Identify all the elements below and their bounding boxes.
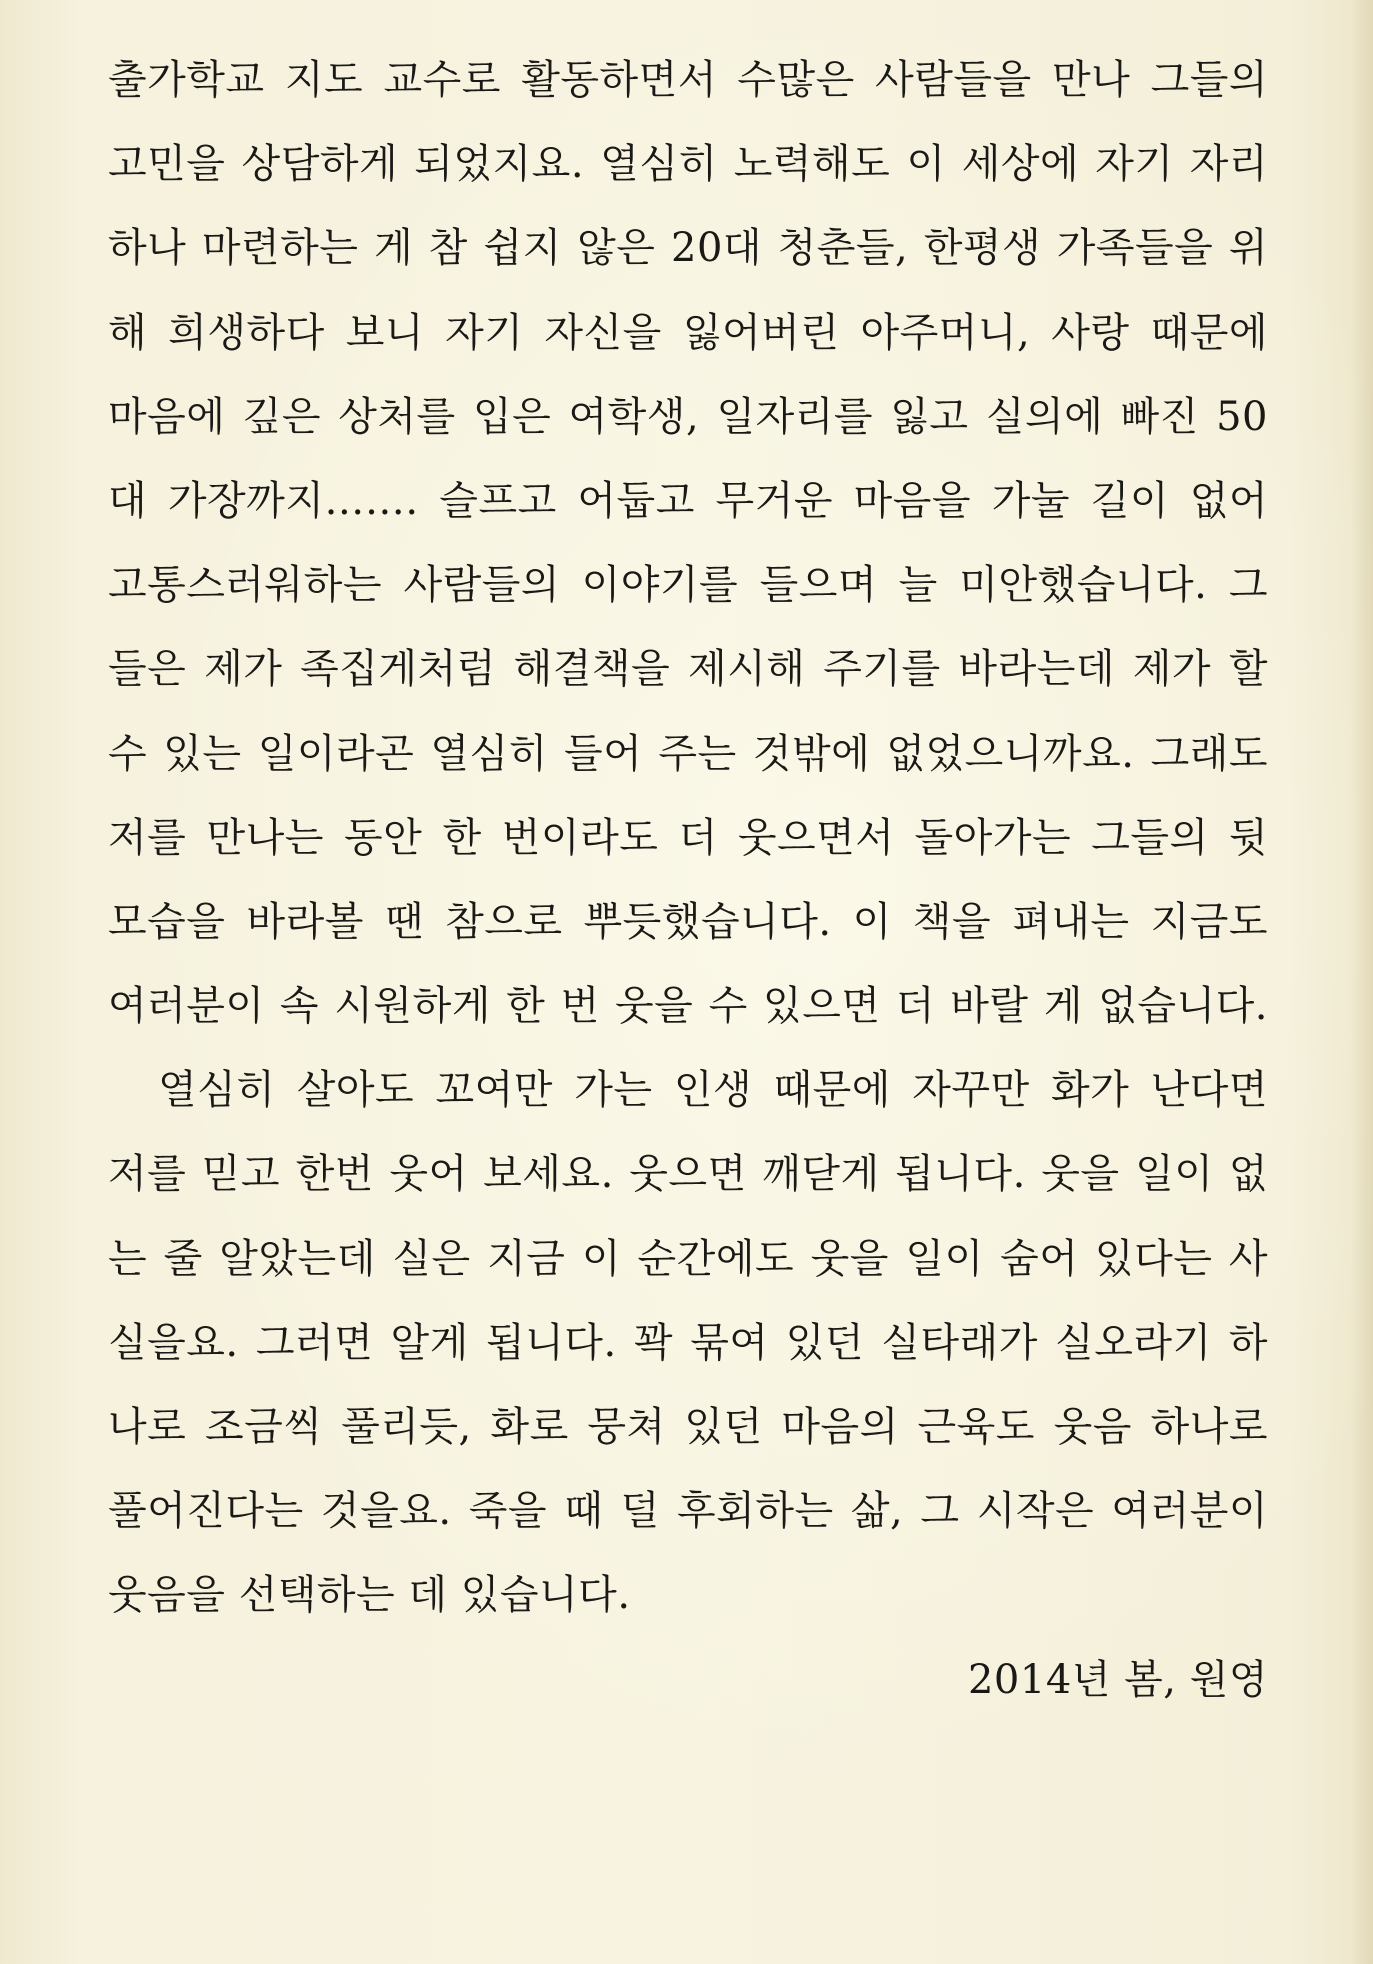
text-line: 여러분이 속 시원하게 한 번 웃을 수 있으면 더 바랄 게 없습니다. <box>108 983 1268 1030</box>
signature-date: 2014년 봄, 원영 <box>967 1656 1268 1703</box>
page-edge-shadow <box>1351 0 1373 1964</box>
paragraph-1 <box>108 38 1268 1048</box>
text-line: 고민을 상담하게 되었지요. 열심히 노력해도 이 세상에 자기 자리 <box>108 141 1268 188</box>
text-line: 열심히 살아도 꼬여만 가는 인생 때문에 자꾸만 화가 난다면 <box>158 1067 1268 1114</box>
text-line: 출가학교 지도 교수로 활동하면서 수많은 사람들을 만나 그들의 <box>108 57 1268 103</box>
text-line: 들은 제가 족집게처럼 해결책을 제시해 주기를 바라는데 제가 할 <box>108 646 1268 693</box>
text-line: 모습을 바라볼 땐 참으로 뿌듯했습니다. 이 책을 펴내는 지금도 <box>108 898 1268 945</box>
text-line: 대 가장까지……. 슬프고 어둡고 무거운 마음을 가눌 길이 없어 <box>108 477 1268 524</box>
text-line: 실을요. 그러면 알게 됩니다. 꽉 묶여 있던 실타래가 실오라기 하 <box>108 1319 1268 1366</box>
text-line: 나로 조금씩 풀리듯, 화로 뭉쳐 있던 마음의 근육도 웃음 하나로 <box>108 1404 1268 1450</box>
paragraph-2 <box>108 1048 1268 1637</box>
text-line: 저를 만나는 동안 한 번이라도 더 웃으면서 돌아가는 그들의 뒷 <box>108 814 1268 861</box>
text-line: 마음에 깊은 상처를 입은 여학생, 일자리를 잃고 실의에 빠진 50 <box>108 393 1268 440</box>
text-line: 해 희생하다 보니 자기 자신을 잃어버린 아주머니, 사랑 때문에 <box>108 309 1268 356</box>
text-line: 풀어진다는 것을요. 죽을 때 덜 후회하는 삶, 그 시작은 여러분이 <box>108 1488 1268 1535</box>
text-line: 수 있는 일이라곤 열심히 들어 주는 것밖에 없었으니까요. 그래도 <box>108 730 1268 777</box>
text-line: 하나 마련하는 게 참 쉽지 않은 20대 청춘들, 한평생 가족들을 위 <box>108 225 1268 272</box>
text-line: 는 줄 알았는데 실은 지금 이 순간에도 웃을 일이 숨어 있다는 사 <box>108 1235 1268 1282</box>
text-line: 웃음을 선택하는 데 있습니다. <box>108 1572 631 1619</box>
text-line: 저를 믿고 한번 웃어 보세요. 웃으면 깨닫게 됩니다. 웃을 일이 없 <box>108 1151 1268 1198</box>
text-line: 고통스러워하는 사람들의 이야기를 들으며 늘 미안했습니다. 그 <box>108 562 1268 609</box>
body-text <box>108 38 1268 1722</box>
